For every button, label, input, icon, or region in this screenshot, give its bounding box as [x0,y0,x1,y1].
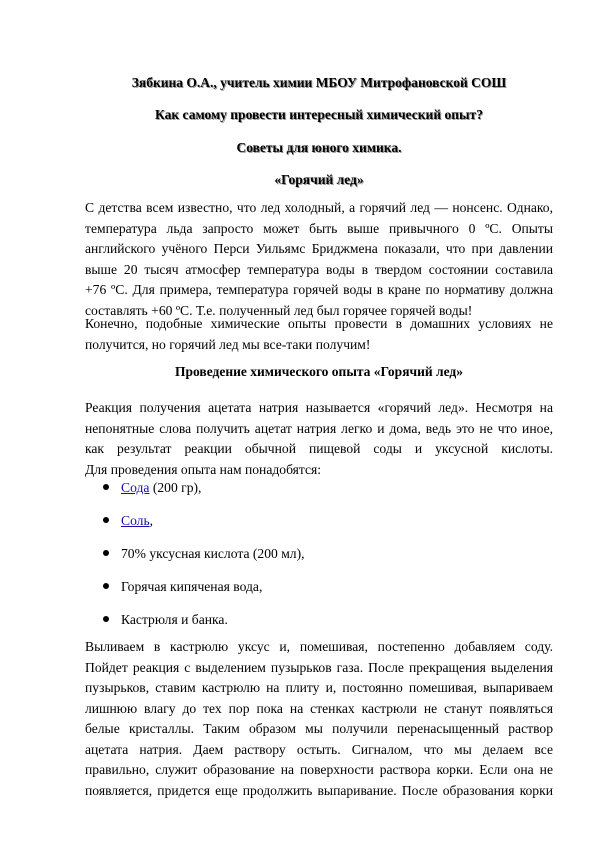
topic-title: «Горячий лед» [274,172,364,187]
reaction-line: Реакция получения ацетата натрия называется «горячий лед». Несмотря на [85,400,553,415]
subtitle: Советы для юного химика. [236,140,402,155]
vessels-item: Кастрюля и банка. [121,612,228,627]
soda-amount: (200 гр), [149,480,202,495]
reaction-line: Для проведения опыта нам понадобятся: [85,461,322,477]
procedure-line: появляется, придется еще продолжить выпаривание. После образования корки [85,782,553,798]
procedure-line: лишнюю влагу до тех пор пока на стенках кастрюли не станут появляться [85,700,553,716]
procedure-line: Пойдет реакция с выделением пузырьков газа. После прекращения выделения [85,659,553,675]
list-item [103,610,228,630]
acid-item: 70% уксусная кислота (200 мл), [121,546,305,561]
reaction-line: как результат реакции обычной пищевой соды и уксусной кислоты. [85,441,553,456]
question-title: Как самому провести интересный химический опыт? [155,107,483,122]
reaction-paragraph [85,398,553,480]
procedure-line: белые кристаллы. Таким образом мы получили перенасыщенный раствор [85,721,553,736]
intro-line: английского учёного Перси Уильямс Бриджмена показали, что при давлении [85,241,553,256]
bullet-icon [103,583,109,589]
note-line: получится, но горячий лед мы все-таки получим! [85,336,371,352]
section-title: Проведение химического опыта «Горячий лед» [174,364,464,379]
salt-link[interactable]: Соль [121,513,150,528]
reaction-line: непонятные слова получить ацетат натрия легко и дома, ведь это не что иное, [85,420,553,436]
bullet-icon [103,616,109,622]
list-item [103,511,153,531]
note-paragraph [85,314,553,355]
intro-paragraph [85,198,553,321]
list-item [103,478,201,498]
intro-line: выше 20 тысяч атмосфер температура воды в твердом состоянии составила [85,261,553,277]
procedure-line: правильно, служит образование на поверхности раствора корки. Если она не [85,762,553,777]
water-item: Горячая кипяченая вода, [121,579,263,594]
list-item [103,577,262,597]
bullet-icon [103,484,109,490]
author-line: Зябкина О.А., учитель химии МБОУ Митрофановской СОШ [131,75,507,90]
intro-line: составлять +60 ºС. Т.е. полученный лед был горячее горячей воды! [85,302,473,318]
note-line: Конечно, подобные химические опыты провести в домашних условиях не [85,316,553,331]
bullet-icon [103,550,109,556]
intro-line: +76 ºС. Для примера, температура горячей воды в кране по нормативу должна [85,282,553,297]
intro-line: С детства всем известно, что лед холодный, а горячий лед — нонсенс. Однако, [85,200,553,215]
soda-link[interactable]: Сода [121,480,150,495]
intro-line: температура льда запросто может быть выше привычного 0 ºС. Опыты [85,220,553,236]
procedure-line: пузырьков, ставим кастрюлю на плиту и, постоянно помешивая, выпариваем [85,680,553,695]
procedure-line: ацетата натрия. Даем раствору остыть. Сигналом, что мы делаем все [85,741,553,757]
procedure-paragraph [85,637,553,801]
list-item [103,544,305,564]
bullet-icon [103,517,109,523]
salt-rest: , [149,513,154,528]
procedure-line: Выливаем в кастрюлю уксус и, помешивая, постепенно добавляем соду. [85,639,553,654]
